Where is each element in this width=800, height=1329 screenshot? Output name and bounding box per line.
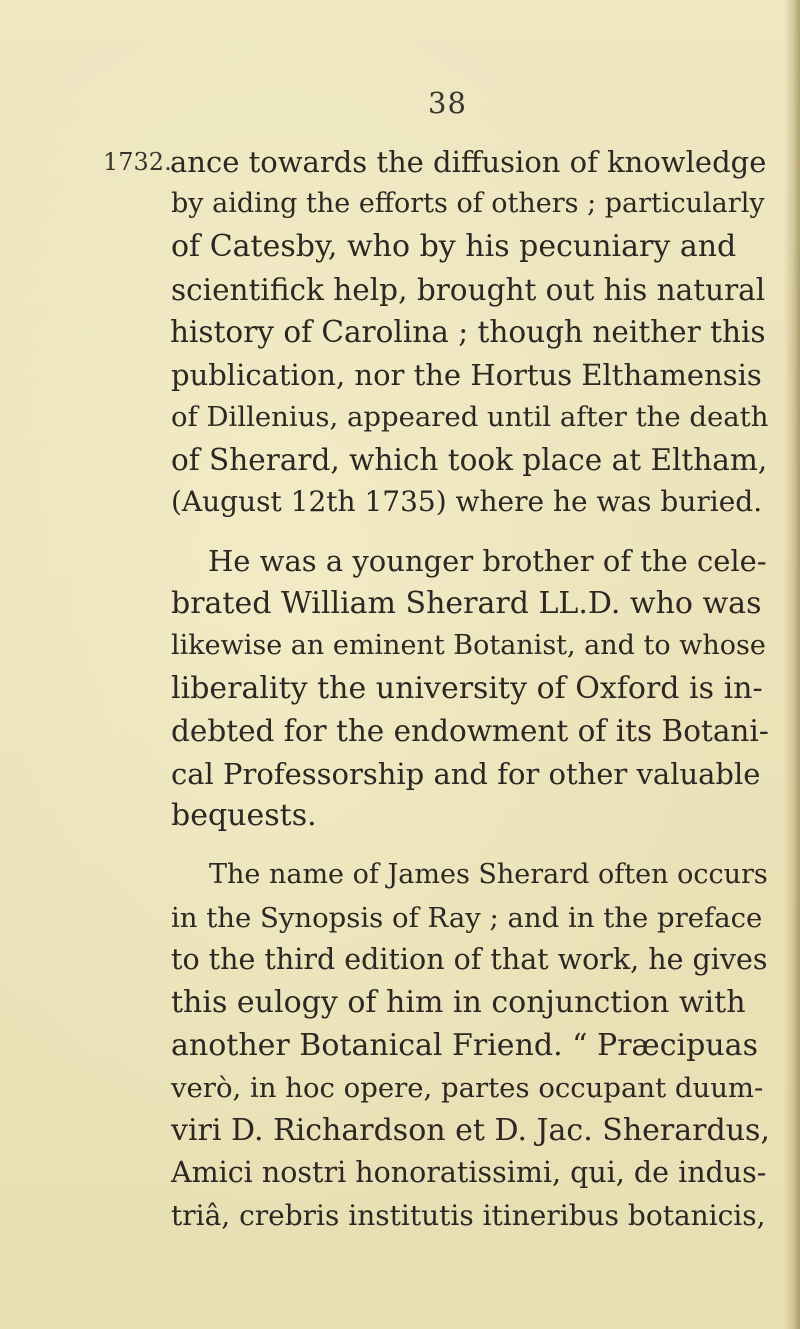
text-line: bequests. — [171, 798, 317, 833]
text-line: in the Synopsis of Ray ; and in the preface — [171, 902, 763, 934]
text-line: of Sherard, which took place at Eltham, — [171, 443, 768, 477]
text-line: liberality the university of Oxford is in- — [171, 671, 763, 706]
text-line: Amici nostri honoratissimi, qui, de indus- — [171, 1156, 767, 1189]
text-line: publication, nor the Hortus Elthamensis — [171, 358, 762, 392]
page-number: 38 — [428, 86, 467, 120]
page-edge-shadow — [784, 0, 800, 1329]
text-line: He was a younger brother of the cele- — [208, 544, 767, 578]
text-line: The name of James Sherard often occurs — [209, 859, 768, 890]
text-line: of Catesby, who by his pecuniary and — [171, 229, 737, 264]
text-line: of Dillenius, appeared until after the death — [171, 401, 769, 433]
text-line: viri D. Richardson et D. Jac. Sherardus, — [171, 1113, 770, 1148]
text-line: another Botanical Friend. “ Præcipuas — [171, 1028, 758, 1063]
text-line: cal Professorship and for other valuable — [171, 757, 761, 791]
text-line: history of Carolina ; though neither this — [170, 315, 766, 349]
text-line: ance towards the diffusion of knowledge — [170, 145, 767, 179]
text-line: scientifick help, brought out his natural — [171, 273, 766, 307]
text-line: verò, in hoc opere, partes occupant duum- — [171, 1072, 764, 1104]
text-line: by aiding the efforts of others ; particularly — [171, 188, 765, 219]
text-line: triâ, crebris institutis itineribus botanicis, — [171, 1199, 766, 1232]
text-line: (August 12th 1735) where he was buried. — [171, 485, 763, 518]
text-line: likewise an eminent Botanist, and to whose — [171, 630, 766, 661]
text-line: debted for the endowment of its Botani- — [171, 714, 769, 748]
text-line: to the third edition of that work, he gives — [171, 943, 768, 976]
text-line: brated William Sherard LL.D. who was — [171, 586, 762, 621]
text-line: this eulogy of him in conjunction with — [171, 985, 746, 1020]
margin-year: 1732. — [103, 148, 172, 176]
